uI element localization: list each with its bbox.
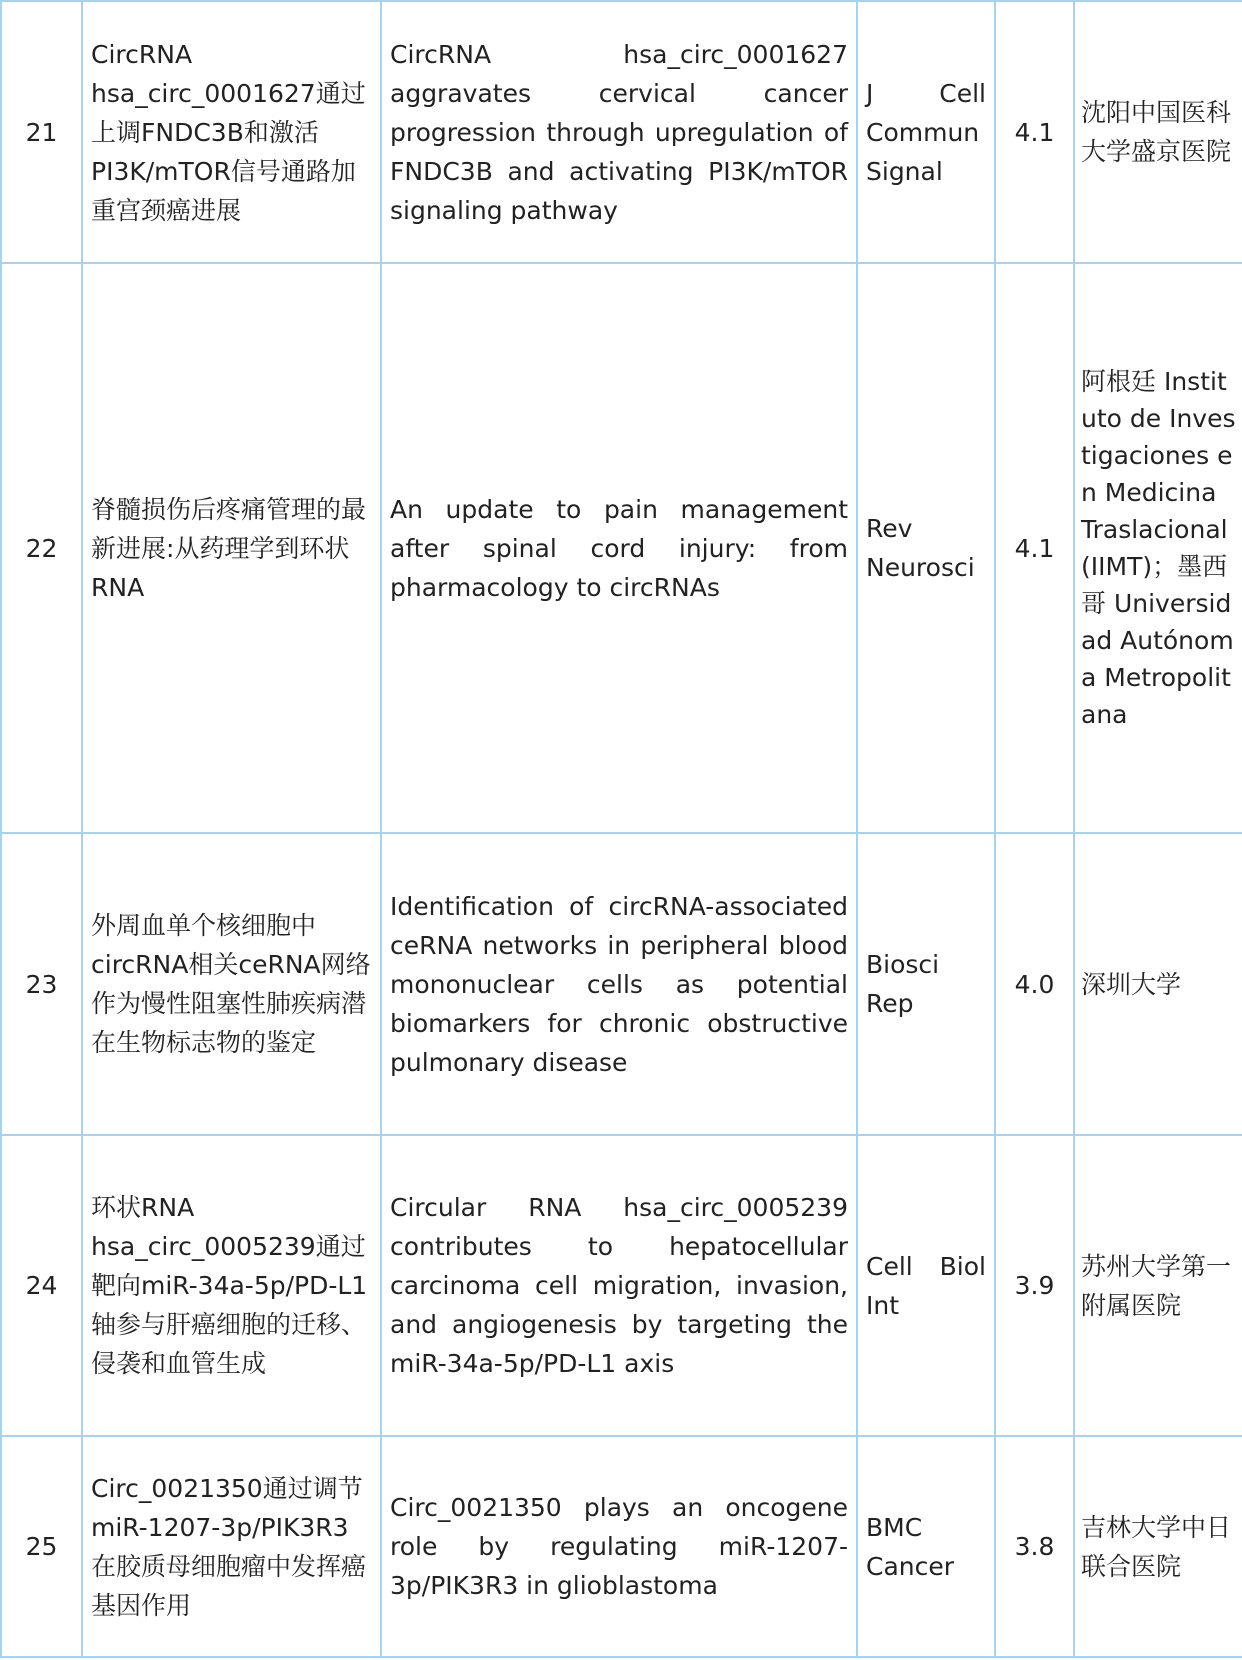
title-zh: 环状RNA hsa_circ_0005239通过靶向miR-34a-5p/PD-L1轴参与肝癌细胞的迁移、侵袭和血管生成 bbox=[82, 1135, 381, 1436]
journal: Biosci Rep bbox=[857, 833, 995, 1135]
row-index: 22 bbox=[1, 263, 82, 833]
journal: Rev Neurosci bbox=[857, 263, 995, 833]
title-en: Identification of circRNA-associated ceRNA networks in peripheral blood mononuclear cells as potential biomarkers for chronic obstructive pulmonary disease bbox=[381, 833, 857, 1135]
impact-factor: 4.1 bbox=[995, 263, 1074, 833]
row-index: 25 bbox=[1, 1436, 82, 1657]
institution: 深圳大学 bbox=[1074, 833, 1242, 1135]
institution: 阿根廷 Instituto de Investigaciones en Medicina Traslacional (IIMT)；墨西哥 Universidad Autónoma Metropolitana bbox=[1074, 263, 1242, 833]
title-en: Circ_0021350 plays an oncogene role by regulating miR-1207-3p/PIK3R3 in glioblastoma bbox=[381, 1436, 857, 1657]
journal: J Cell Commun Signal bbox=[857, 1, 995, 263]
table-row bbox=[1, 263, 1242, 833]
institution: 吉林大学中日联合医院 bbox=[1074, 1436, 1242, 1657]
row-index: 21 bbox=[1, 1, 82, 263]
title-zh: Circ_0021350通过调节miR-1207-3p/PIK3R3在胶质母细胞瘤中发挥癌基因作用 bbox=[82, 1436, 381, 1657]
table-row bbox=[1, 1135, 1242, 1436]
table-row bbox=[1, 1, 1242, 263]
title-zh: CircRNA hsa_circ_0001627通过上调FNDC3B和激活PI3K/mTOR信号通路加重宫颈癌进展 bbox=[82, 1, 381, 263]
title-zh: 外周血单个核细胞中circRNA相关ceRNA网络作为慢性阻塞性肺疾病潜在生物标志物的鉴定 bbox=[82, 833, 381, 1135]
institution: 沈阳中国医科大学盛京医院 bbox=[1074, 1, 1242, 263]
table-row bbox=[1, 1436, 1242, 1657]
impact-factor: 4.1 bbox=[995, 1, 1074, 263]
title-en: CircRNA hsa_circ_0001627 aggravates cervical cancer progression through upregulation of FNDC3B and activating PI3K/mTOR signaling pathway bbox=[381, 1, 857, 263]
journal: BMC Cancer bbox=[857, 1436, 995, 1657]
table-row bbox=[1, 833, 1242, 1135]
title-zh: 脊髓损伤后疼痛管理的最新进展:从药理学到环状RNA bbox=[82, 263, 381, 833]
impact-factor: 3.9 bbox=[995, 1135, 1074, 1436]
institution: 苏州大学第一附属医院 bbox=[1074, 1135, 1242, 1436]
impact-factor: 3.8 bbox=[995, 1436, 1074, 1657]
impact-factor: 4.0 bbox=[995, 833, 1074, 1135]
row-index: 24 bbox=[1, 1135, 82, 1436]
journal: Cell Biol Int bbox=[857, 1135, 995, 1436]
title-en: Circular RNA hsa_circ_0005239 contributes to hepatocellular carcinoma cell migration, invasion, and angiogenesis by targeting the miR-34a-5p/PD-L1 axis bbox=[381, 1135, 857, 1436]
row-index: 23 bbox=[1, 833, 82, 1135]
title-en: An update to pain management after spinal cord injury: from pharmacology to circRNAs bbox=[381, 263, 857, 833]
